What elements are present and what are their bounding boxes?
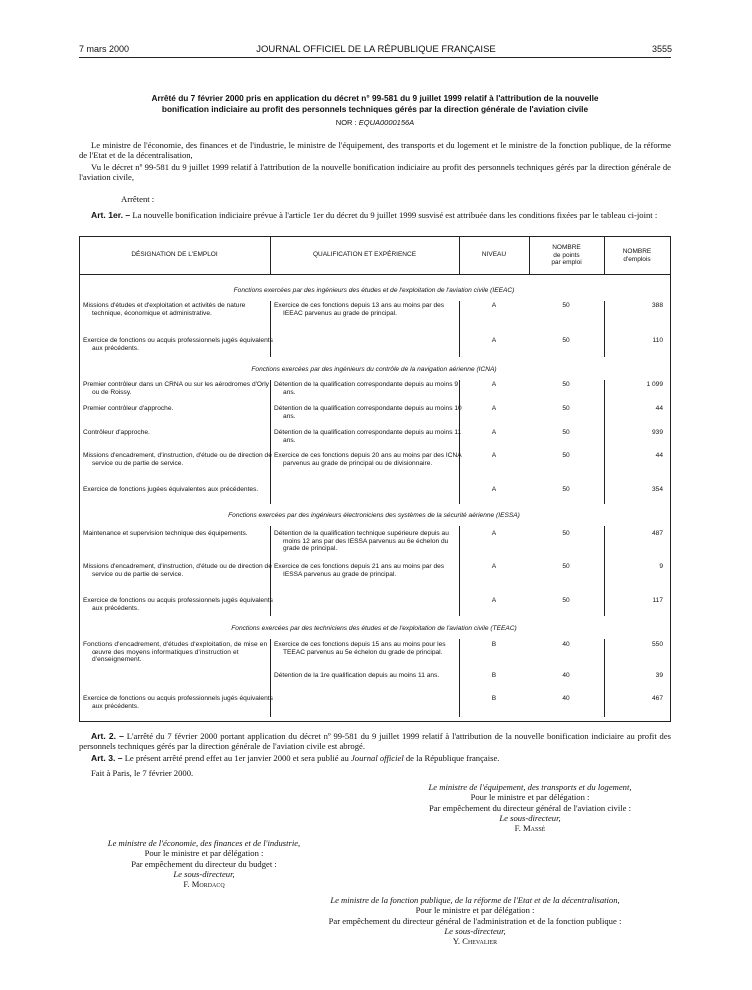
col-sep [604, 526, 605, 616]
col-sep [604, 639, 605, 717]
row-designation: Contrôleur d'approche. [83, 429, 150, 436]
row-niveau: A [491, 530, 497, 537]
section-iessa: Fonctions exercées par des ingénieurs électroniciens des systèmes de la sécurité aérienne (IESSA) [228, 512, 520, 519]
col-header-niveau: NIVEAU [481, 251, 507, 258]
col-header-qualification: QUALIFICATION ET EXPÉRIENCE [312, 251, 417, 258]
header-rule-bottom [79, 274, 670, 275]
row-qualification: Exercice de ces fonctions depuis 21 ans au moins par des IESSA parvenus au grade de principal. [274, 563, 445, 578]
intro-arretent: Arrêtent : [121, 194, 155, 204]
row-emplois: 117 [652, 597, 663, 604]
arrete-title-line2: bonification indiciaire au profit des personnels techniques gérés par la direction générale de l'aviation civile [161, 103, 589, 114]
row-qualification: Détention de la qualification correspondante depuis au moins 9 ans. [274, 381, 459, 396]
row-points: 50 [562, 302, 570, 309]
signatory-name: Y. Chevalier [452, 936, 498, 947]
row-points: 50 [562, 530, 570, 537]
row-niveau: A [491, 597, 497, 604]
signatory-name: F. Mordacq [183, 879, 225, 890]
signature-equipement: Le ministre de l'équipement, des transports et du logement, Pour le ministre et par délégation : Par empêchement du directeur général de l'aviation civile : Le sous-directeur, F. Massé [380, 782, 680, 833]
nbi-table [79, 236, 671, 722]
article-2-label: Art. 2. – [91, 731, 124, 741]
row-emplois: 44 [655, 452, 663, 459]
row-designation: Missions d'études et d'exploitation et activités de nature technique, économique et administrative. [83, 302, 246, 317]
row-qualification: Détention de la qualification correspondante depuis au moins 11 ans. [274, 429, 462, 444]
row-designation: Missions d'encadrement, d'instruction, d'étude ou de direction de service ou de partie de service. [83, 563, 272, 578]
row-points: 50 [562, 381, 570, 388]
row-designation: Exercice de fonctions ou acquis professionnels jugés équivalents aux précédents. [83, 695, 273, 710]
row-designation: Exercice de fonctions ou acquis professionnels jugés équivalents aux précédents. [83, 597, 273, 612]
article-3-label: Art. 3. – [91, 753, 123, 763]
row-niveau: B [491, 641, 497, 648]
row-qualification: Exercice de ces fonctions depuis 13 ans au moins par des IEEAC parvenus au grade de principal. [274, 302, 445, 317]
article-1-label: Art. 1er. – [91, 210, 131, 220]
article-1-text: La nouvelle bonification indiciaire prévue à l'article 1er du décret du 9 juillet 1999 susvisé est attribuée dans les conditions fixées par le tableau ci-joint : [132, 210, 658, 220]
row-points: 50 [562, 429, 570, 436]
header-rule [79, 57, 671, 58]
intro-ministers: Le ministre de l'économie, des finances et de l'industrie, le ministre de l'équipement, des transports et du logement et le ministre de la fonction publique, de la réforme de l'Etat et de la décentralisation, [79, 140, 671, 161]
row-emplois: 939 [651, 429, 663, 436]
row-niveau: A [491, 452, 497, 459]
row-niveau: A [491, 302, 497, 309]
row-points: 50 [562, 405, 570, 412]
row-points: 50 [562, 563, 570, 570]
signature-economie: Le ministre de l'économie, des finances et de l'industrie, Pour le ministre et par délégation : Par empêchement du directeur du budget : Le sous-directeur, F. Mordacq [64, 838, 344, 889]
row-emplois: 1 099 [646, 381, 663, 388]
row-qualification: Détention de la qualification correspondante depuis au moins 10 ans. [274, 405, 462, 420]
signature-fonction-publique: Le ministre de la fonction publique, de la réforme de l'Etat et de la décentralisation, Pour le ministre et par délégation : Par empêchement du directeur général de l'administration et de la fonction publique : Le sous-directeur, Y. Chevalier [275, 895, 675, 946]
row-niveau: A [491, 429, 497, 436]
row-emplois: 388 [651, 302, 663, 309]
journal-officiel-mention: Journal officiel [350, 753, 404, 763]
row-emplois: 550 [651, 641, 663, 648]
row-designation: Missions d'encadrement, d'instruction, d'étude ou de direction de service ou de partie de service. [83, 452, 272, 467]
arrete-title-line1: Arrêté du 7 février 2000 pris en application du décret n° 99-581 du 9 juillet 1999 relatif à l'attribution de la nouvelle [151, 93, 599, 103]
article-3: Art. 3. – Le présent arrêté prend effet au 1er janvier 2000 et sera publié au Journal officiel de la République française. [91, 753, 500, 763]
row-points: 50 [562, 597, 570, 604]
row-niveau: A [491, 337, 497, 344]
row-emplois: 9 [659, 563, 663, 570]
row-points: 50 [562, 452, 570, 459]
col-sep [604, 301, 605, 357]
row-emplois: 44 [655, 405, 663, 412]
row-points: 40 [562, 695, 570, 702]
row-niveau: A [491, 381, 497, 388]
row-emplois: 467 [651, 695, 663, 702]
row-emplois: 39 [655, 672, 663, 679]
row-qualification: Exercice de ces fonctions depuis 15 ans au moins pour les TEEAC parvenus au 5e échelon du grade de principal. [274, 641, 446, 656]
article-2-text: L'arrêté du 7 février 2000 portant application du décret nº 99-581 du 9 juillet 1999 relatif à l'attribution de la nouvelle bonification indiciaire au profit des personnels techniques gérés par la direction générale de l'aviation civile est abrogé. [79, 731, 671, 752]
col-header-emplois: NOMBRE d'emplois [622, 248, 652, 263]
row-designation: Premier contrôleur d'approche. [83, 405, 174, 412]
fait-a-paris: Fait à Paris, le 7 février 2000. [91, 768, 194, 778]
col-sep [604, 380, 605, 504]
intro-vu-decret: Vu le décret nº 99-581 du 9 juillet 1999 relatif à l'attribution de la nouvelle bonification indiciaire au profit des personnels techniques gérés par la direction générale de l'aviation civile, [79, 162, 671, 183]
row-designation: Exercice de fonctions ou acquis professionnels jugés équivalents aux précédents. [83, 337, 273, 352]
row-points: 40 [562, 672, 570, 679]
section-teeac: Fonctions exercées par des techniciens des études et de l'exploitation de l'aviation civile (TEEAC) [231, 625, 517, 632]
col-header-points: NOMBRE de points par emploi [551, 244, 582, 266]
header-date: 7 mars 2000 [79, 44, 130, 54]
row-points: 50 [562, 486, 570, 493]
header-journal-title: JOURNAL OFFICIEL DE LA RÉPUBLIQUE FRANÇAISE [256, 44, 496, 55]
nor-code: EQUA0000156A [358, 118, 415, 127]
row-emplois: 110 [652, 337, 663, 344]
article-2 [79, 731, 671, 751]
nor-reference [79, 118, 671, 127]
row-niveau: B [491, 672, 497, 679]
row-qualification: Détention de la 1re qualification depuis au moins 11 ans. [274, 672, 440, 679]
row-designation: Maintenance et supervision technique des équipements. [83, 530, 248, 537]
row-points: 40 [562, 641, 570, 648]
row-qualification: Détention de la qualification technique supérieure depuis au moins 12 ans par des IESSA parvenus au 6e échelon du grade de principal. [274, 530, 449, 553]
row-designation: Fonctions d'encadrement, d'études d'exploitation, de mise en œuvre des moyens informatiques d'instruction et d'enseignement. [83, 641, 268, 664]
header-page-number: 3555 [651, 44, 672, 54]
row-emplois: 487 [651, 530, 663, 537]
row-designation: Premier contrôleur dans un CRNA ou sur les aérodromes d'Orly ou de Roissy. [83, 381, 269, 396]
row-points: 50 [562, 337, 570, 344]
article-1 [79, 210, 671, 220]
section-ieeac: Fonctions exercées par des ingénieurs des études et de l'exploitation de l'aviation civile (IEEAC) [233, 287, 515, 294]
row-emplois: 354 [651, 486, 663, 493]
arrete-title [79, 93, 671, 114]
nor-label: NOR : [335, 118, 357, 127]
row-niveau: A [491, 405, 497, 412]
signatory-name: F. Massé [514, 823, 546, 834]
col-header-designation: DÉSIGNATION DE L'EMPLOI [131, 251, 218, 258]
row-niveau: A [491, 563, 497, 570]
row-niveau: A [491, 486, 497, 493]
row-designation: Exercice de fonctions jugées équivalentes aux précédentes. [83, 486, 259, 493]
section-icna: Fonctions exercées par des ingénieurs du contrôle de la navigation aérienne (ICNA) [251, 366, 497, 373]
row-qualification: Exercice de ces fonctions depuis 20 ans au moins par des ICNA parvenus au grade de principal ou de divisionnaire. [274, 452, 462, 467]
row-niveau: B [491, 695, 497, 702]
